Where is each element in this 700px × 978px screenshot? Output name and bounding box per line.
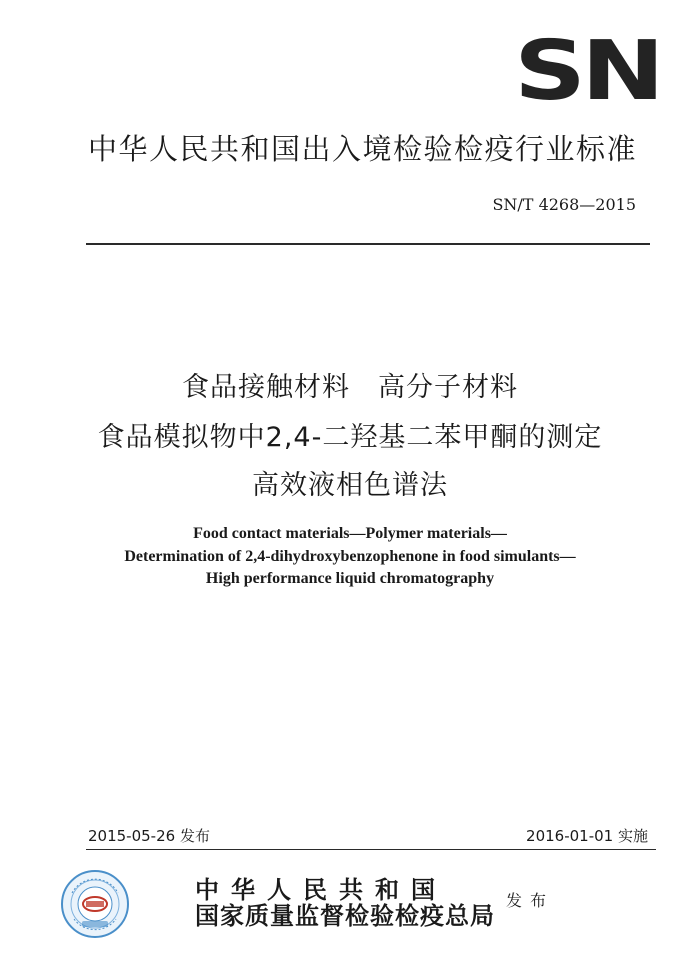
bottom-divider xyxy=(86,849,656,850)
issuer-publish-label: 发布 xyxy=(506,891,555,910)
standard-organization: 中华人民共和国出入境检验检疫行业标准 xyxy=(88,132,638,166)
anti-counterfeit-seal-icon xyxy=(60,869,130,939)
issuer-line-1: 中华人民共和国 xyxy=(195,876,447,904)
title-cn-line-3: 高效液相色谱法 xyxy=(252,470,448,501)
implementation-date: 2016-01-01 实施 xyxy=(526,827,648,845)
issuer-line-2: 国家质量监督检验检疫总局 xyxy=(195,902,495,930)
issue-date: 2015-05-26 发布 xyxy=(88,827,210,845)
title-cn-line-2: 食品模拟物中2,4-二羟基二苯甲酮的测定 xyxy=(97,422,603,453)
sn-logo: SN xyxy=(513,24,660,119)
title-en-line-1: Food contact materials—Polymer materials— xyxy=(193,525,507,542)
title-cn-line-1: 食品接触材料 高分子材料 xyxy=(182,372,518,403)
top-divider xyxy=(86,243,650,245)
standard-code: SN/T 4268—2015 xyxy=(492,195,636,214)
title-en-line-2: Determination of 2,4-dihydroxybenzophenone in food simulants— xyxy=(124,548,576,565)
title-en-line-3: High performance liquid chromatography xyxy=(205,570,495,587)
